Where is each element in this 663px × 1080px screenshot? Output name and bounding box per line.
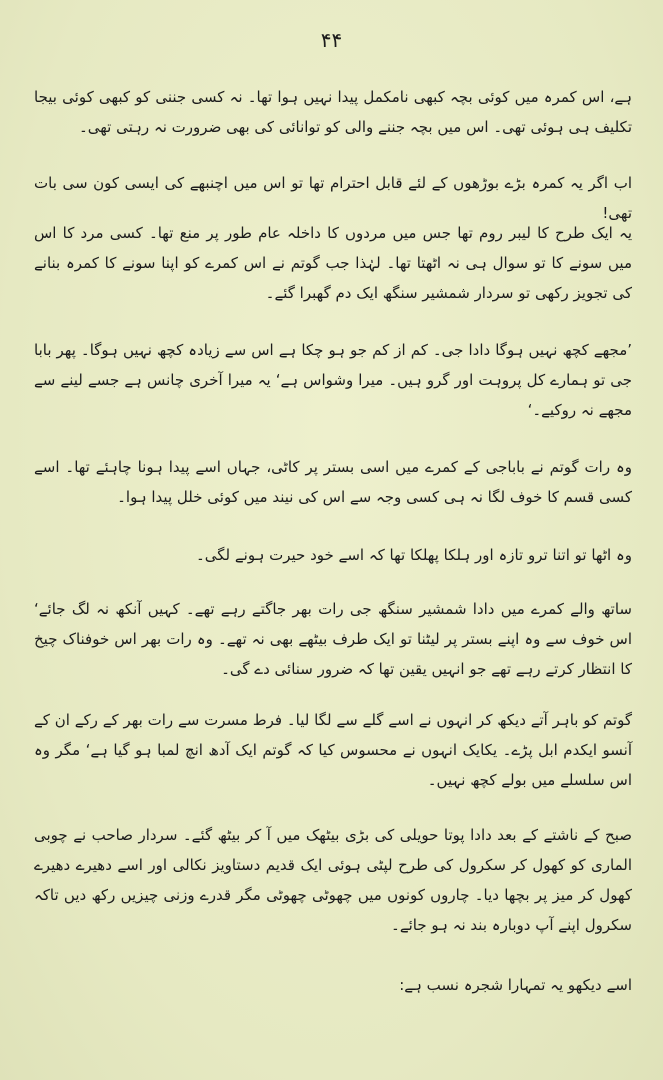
paragraph-1: ہے، اس کمرہ میں کوئی بچہ کبھی نامکمل پیدا نہیں ہوا تھا۔ نہ کسی جننی کو کبھی کوئی بیجا تکلیف ہی ہوئی تھی۔ اس میں بچہ جننے والی کو توانائی کی بھی ضرورت نہ رہتی تھی۔ (34, 88, 632, 136)
paragraph-8: گوتم کو باہر آتے دیکھ کر انہوں نے اسے گلے سے لگا لیا۔ فرط مسرت سے رات بھر کے رکے ان کے آنسو ایکدم ابل پڑے۔ یکایک انہوں نے محسوس کیا کہ گوتم ایک آدھ انچ لمبا ہو گیا ہے‘ مگر وہ اس سلسلے میں بولے کچھ نہیں۔ (34, 711, 632, 789)
paragraph-2: اب اگر یہ کمرہ بڑے بوڑھوں کے لئے قابل احترام تھا تو اس میں اچنبھے کی ایسی کون سی بات تھی! (34, 174, 632, 222)
paragraph-4: ’مجھے کچھ نہیں ہوگا دادا جی۔ کم از کم جو ہو چکا ہے اس سے زیادہ کچھ نہیں ہوگا۔ پھر بابا جی تو ہمارے کل پروہت اور گرو ہیں۔ میرا وشواس ہے‘ یہ میرا آخری چانس ہے جسے لینے سے مجھے نہ روکیے۔‘ (34, 341, 632, 419)
paragraph-9: صبح کے ناشتے کے بعد دادا پوتا حویلی کی بڑی بیٹھک میں آ کر بیٹھ گئے۔ سردار صاحب نے چوبی الماری کو کھول کر سکرول کی طرح لپٹی ہوئی ایک قدیم دستاویز نکالی اور اسے دھیرے دھیرے کھول کر میز پر بچھا دیا۔ چاروں کونوں میں چھوٹی چھوٹی مگر قدرے وزنی چیزیں رکھ دیں تاکہ سکرول اپنے آپ دوبارہ بند نہ ہو جائے۔ (34, 826, 632, 934)
paragraph-7: ساتھ والے کمرے میں دادا شمشیر سنگھ جی رات بھر جاگتے رہے تھے۔ کہیں آنکھ نہ لگ جائے‘ اس خوف سے وہ اپنے بستر پر لیٹنا تو ایک طرف بیٹھے بھی نہ تھے۔ وہ رات بھر اس خوفناک چیخ کا انتظار کرتے رہے تھے جو انہیں یقین تھا کہ ضرور سنائی دے گی۔ (34, 600, 632, 678)
paragraph-6: وہ اٹھا تو اتنا ترو تازہ اور ہلکا پھلکا تھا کہ اسے خود حیرت ہونے لگی۔ (195, 546, 632, 564)
paragraph-10: اسے دیکھو یہ تمہارا شجرہ نسب ہے: (399, 976, 632, 994)
page-number: ۴۴ (320, 28, 343, 52)
paragraph-5: وہ رات گوتم نے باباجی کے کمرے میں اسی بستر پر کاٹی، جہاں اسے پیدا ہونا چاہئے تھا۔ اسے کسی قسم کا خوف لگا نہ ہی کسی وجہ سے اس کی نیند میں کوئی خلل پیدا ہوا۔ (34, 458, 632, 506)
paragraph-3: یہ ایک طرح کا لیبر روم تھا جس میں مردوں کا داخلہ عام طور پر منع تھا۔ کسی مرد کا اس میں سونے کا تو سوال ہی نہ اٹھتا تھا۔ لہٰذا جب گوتم نے اس کمرے کو اپنا سونے کا کمرہ بنانے کی تجویز رکھی تو سردار شمشیر سنگھ ایک دم گھبرا گئے۔ (34, 224, 632, 302)
